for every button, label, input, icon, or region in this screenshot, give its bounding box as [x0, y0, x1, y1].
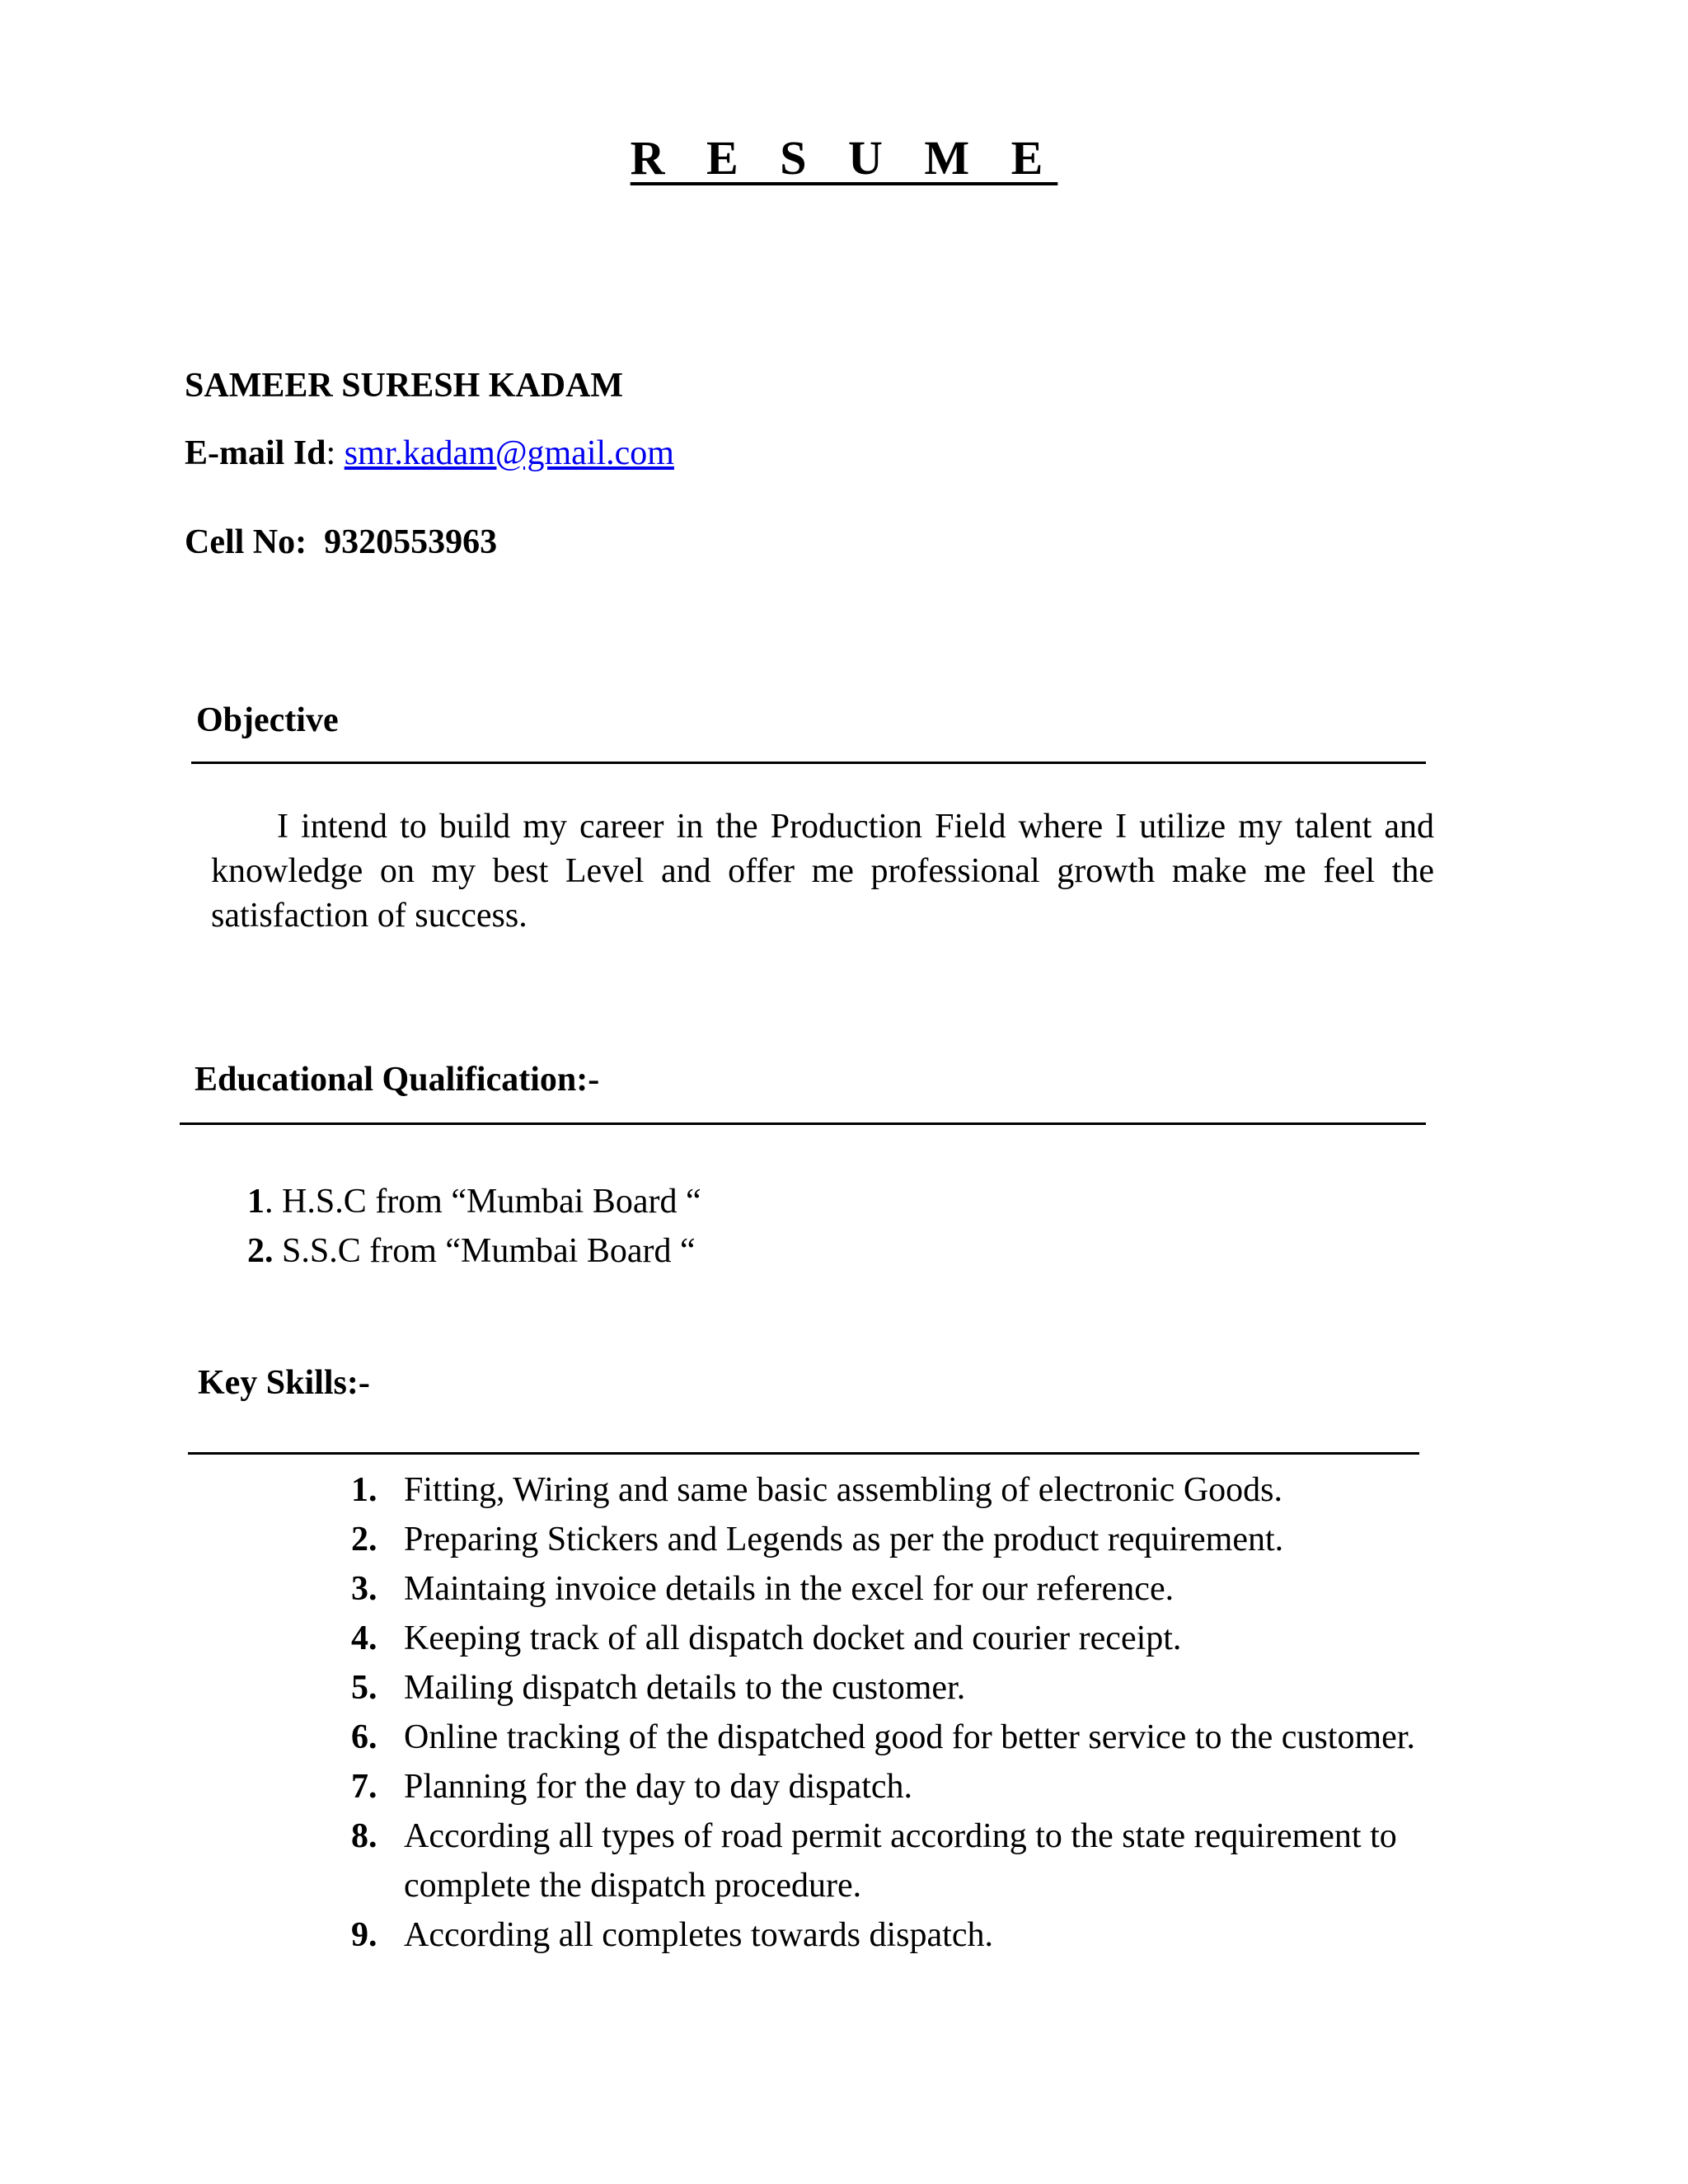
skill-item-text: Preparing Stickers and Legends as per the product requirement.	[404, 1521, 1284, 1558]
skill-item	[351, 1663, 1456, 1713]
skill-item-number: 5.	[351, 1669, 377, 1707]
skill-item	[351, 1811, 1456, 1910]
skill-item-text: Planning for the day to day dispatch.	[404, 1768, 913, 1806]
skill-item-text: Fitting, Wiring and same basic assembling of electronic Goods.	[404, 1471, 1282, 1509]
skill-item-text: According all completes towards dispatch.	[404, 1916, 993, 1954]
skill-item	[351, 1564, 1456, 1614]
skill-item-text: Maintaing invoice details in the excel for our reference.	[404, 1570, 1175, 1608]
skill-item	[351, 1515, 1456, 1564]
skill-item-text: Online tracking of the dispatched good for better service to the customer.	[404, 1718, 1415, 1756]
education-item-text: S.S.C from “Mumbai Board “	[282, 1232, 696, 1270]
skill-item-number: 2.	[351, 1521, 377, 1558]
skills-heading: Key Skills:-	[198, 1364, 370, 1402]
education-item-separator	[274, 1232, 283, 1270]
email-line	[185, 434, 674, 473]
skill-item-number: 4.	[351, 1619, 377, 1657]
skill-item-number: 3.	[351, 1570, 377, 1608]
skill-item-number: 9.	[351, 1916, 377, 1954]
education-item	[247, 1177, 701, 1226]
education-item-text: H.S.C from “Mumbai Board “	[282, 1183, 701, 1221]
skill-item-number: 1.	[351, 1471, 377, 1509]
email-link[interactable]: smr.kadam@gmail.com	[344, 434, 674, 472]
skill-item	[351, 1465, 1456, 1515]
education-item	[247, 1226, 701, 1276]
objective-text: I intend to build my career in the Production Field where I utilize my talent and knowledge on my best Level and offer me professional growth make me feel the satisfaction of success.	[211, 808, 1434, 935]
skill-item	[351, 1614, 1456, 1663]
cell-line	[185, 523, 497, 562]
objective-heading: Objective	[196, 701, 339, 739]
email-label: E-mail Id	[185, 434, 326, 472]
skill-item-number: 7.	[351, 1768, 377, 1806]
education-item-number: 1	[247, 1183, 265, 1221]
resume-title: R E S U M E	[630, 131, 1058, 185]
candidate-name: SAMEER SURESH KADAM	[185, 367, 624, 405]
cell-label: Cell No:	[185, 523, 307, 561]
education-divider	[180, 1122, 1426, 1125]
education-heading: Educational Qualification:-	[195, 1061, 600, 1099]
skill-item-text: According all types of road permit according to the state requirement to complete the dispatch procedure.	[404, 1817, 1397, 1905]
skills-list	[351, 1465, 1456, 1960]
skill-item	[351, 1713, 1456, 1762]
skill-item	[351, 1762, 1456, 1811]
skill-item-text: Mailing dispatch details to the customer.	[404, 1669, 966, 1707]
skill-item-number: 8.	[351, 1817, 377, 1855]
education-item-number: 2.	[247, 1232, 274, 1270]
skill-item-text: Keeping track of all dispatch docket and courier receipt.	[404, 1619, 1182, 1657]
skill-item	[351, 1910, 1456, 1960]
education-item-separator: .	[265, 1183, 282, 1221]
objective-divider	[191, 762, 1426, 764]
skills-divider	[188, 1452, 1419, 1455]
cell-number: 9320553963	[324, 523, 498, 561]
skill-item-number: 6.	[351, 1718, 377, 1756]
education-list	[247, 1177, 701, 1276]
email-separator: :	[326, 434, 345, 472]
